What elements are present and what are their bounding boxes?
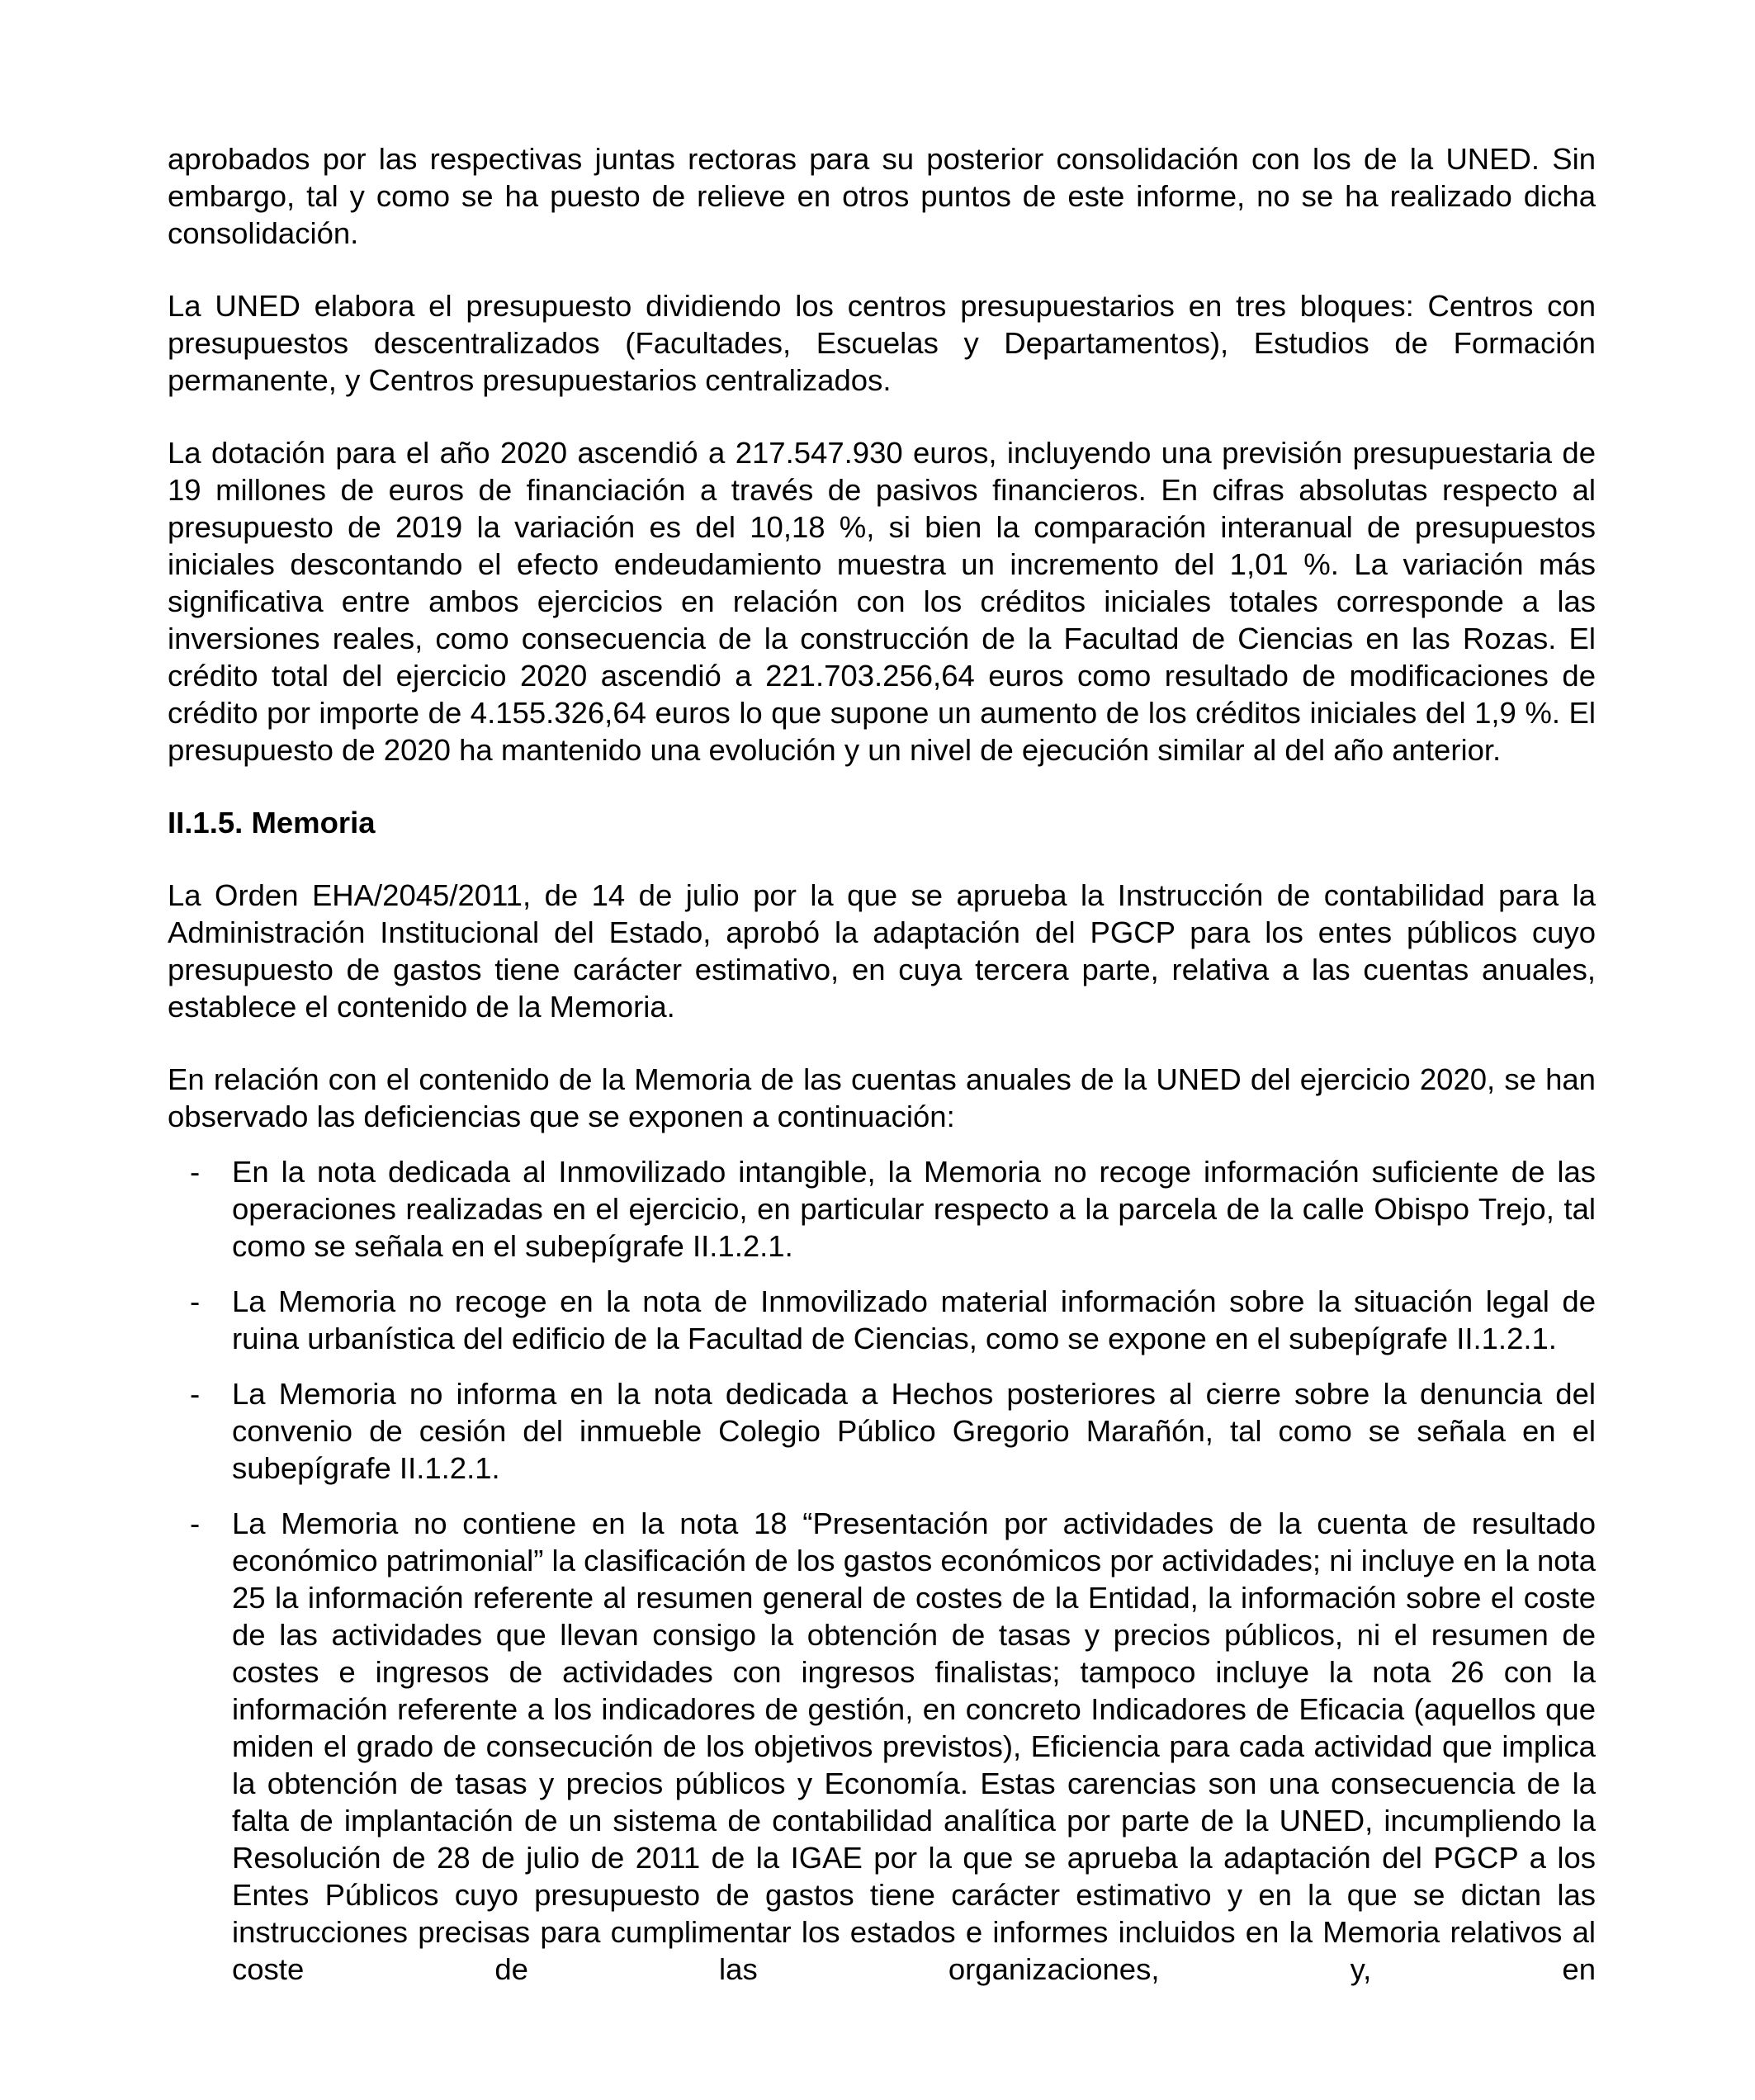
document-page <box>168 140 1596 2006</box>
bullet-dash: - <box>190 1284 201 1318</box>
list-item <box>168 1505 1596 1988</box>
list-item-text: La Memoria no informa en la nota dedicada a Hechos posteriores al cierre sobre la denuncia del convenio de cesión del inmueble Colegio Público Gregorio Marañón, tal como se señala en el subepígrafe II.1.2.1. <box>232 1377 1596 1485</box>
paragraph-budget-2020: La dotación para el año 2020 ascendió a 217.547.930 euros, incluyendo una previsión presupuestaria de 19 millones de euros de financiación a través de pasivos financieros. En cifras absolutas respecto al presupuesto de 2019 la variación es del 10,18 %, si bien la comparación interanual de presupuestos iniciales descontando el efecto endeudamiento muestra un incremento del 1,01 %. La variación más significativa entre ambos ejercicios en relación con los créditos iniciales totales corresponde a las inversiones reales, como consecuencia de la construcción de la Facultad de Ciencias en las Rozas. El crédito total del ejercicio 2020 ascendió a 221.703.256,64 euros como resultado de modificaciones de crédito por importe de 4.155.326,64 euros lo que supone un aumento de los créditos iniciales del 1,9 %. El presupuesto de 2020 ha mantenido una evolución y un nivel de ejecución similar al del año anterior. <box>168 436 1596 767</box>
paragraph-budget-centers: La UNED elabora el presupuesto dividiendo los centros presupuestarios en tres bloques: Centros con presupuestos descentralizados (Facultades, Escuelas y Departamentos), Estudios de Formación permanente, y Centros presupuestarios centralizados. <box>168 289 1596 397</box>
list-item <box>168 1153 1596 1265</box>
paragraph-deficiencies-intro: En relación con el contenido de la Memoria de las cuentas anuales de la UNED del ejercicio 2020, se han observado las deficiencias que se exponen a continuación: <box>168 1062 1596 1133</box>
paragraph-consolidation: aprobados por las respectivas juntas rectoras para su posterior consolidación con los de la UNED. Sin embargo, tal y como se ha puesto de relieve en otros puntos de este informe, no se ha realizado dicha consolidación. <box>168 142 1596 250</box>
list-item <box>168 1375 1596 1487</box>
list-item-text: La Memoria no contiene en la nota 18 “Presentación por actividades de la cuenta de resultado económico patrimonial” la clasificación de los gastos económicos por actividades; ni incluye en la nota 25 la información referente al resumen general de costes de la Entidad, la información sobre el coste de las actividades que llevan consigo la obtención de tasas y precios públicos, ni el resumen de costes e ingresos de actividades con ingresos finalistas; tampoco incluye la nota 26 con la información referente a los indicadores de gestión, en concreto Indicadores de Eficacia (aquellos que miden el grado de consecución de los objetivos previstos), Eficiencia para cada actividad que implica la obtención de tasas y precios públicos y Economía. Estas carencias son una consecuencia de la falta de implantación de un sistema de contabilidad analítica por parte de la UNED, incumpliendo la Resolución de 28 de julio de 2011 de la IGAE por la que se aprueba la adaptación del PGCP a los Entes Públicos cuyo presupuesto de gastos tiene carácter estimativo y en la que se dictan las instrucciones precisas para cumplimentar los estados e informes incluidos en la Memoria relativos al coste de las organizaciones, y, en <box>232 1506 1596 1986</box>
section-heading-memoria: II.1.5. Memoria <box>168 806 376 840</box>
bullet-dash: - <box>190 1377 201 1411</box>
list-item-text: La Memoria no recoge en la nota de Inmovilizado material información sobre la situación legal de ruina urbanística del edificio de la Facultad de Ciencias, como se expone en el subepígrafe II.1.2.1. <box>232 1284 1596 1355</box>
paragraph-orden-eha: La Orden EHA/2045/2011, de 14 de julio por la que se aprueba la Instrucción de contabilidad para la Administración Institucional del Estado, aprobó la adaptación del PGCP para los entes públicos cuyo presupuesto de gastos tiene carácter estimativo, en cuya tercera parte, relativa a las cuentas anuales, establece el contenido de la Memoria. <box>168 878 1596 1024</box>
deficiencies-list <box>168 1153 1596 1988</box>
list-item <box>168 1283 1596 1357</box>
list-item-text: En la nota dedicada al Inmovilizado intangible, la Memoria no recoge información suficiente de las operaciones realizadas en el ejercicio, en particular respecto a la parcela de la calle Obispo Trejo, tal como se señala en el subepígrafe II.1.2.1. <box>232 1155 1596 1263</box>
bullet-dash: - <box>190 1506 201 1540</box>
bullet-dash: - <box>190 1155 201 1189</box>
